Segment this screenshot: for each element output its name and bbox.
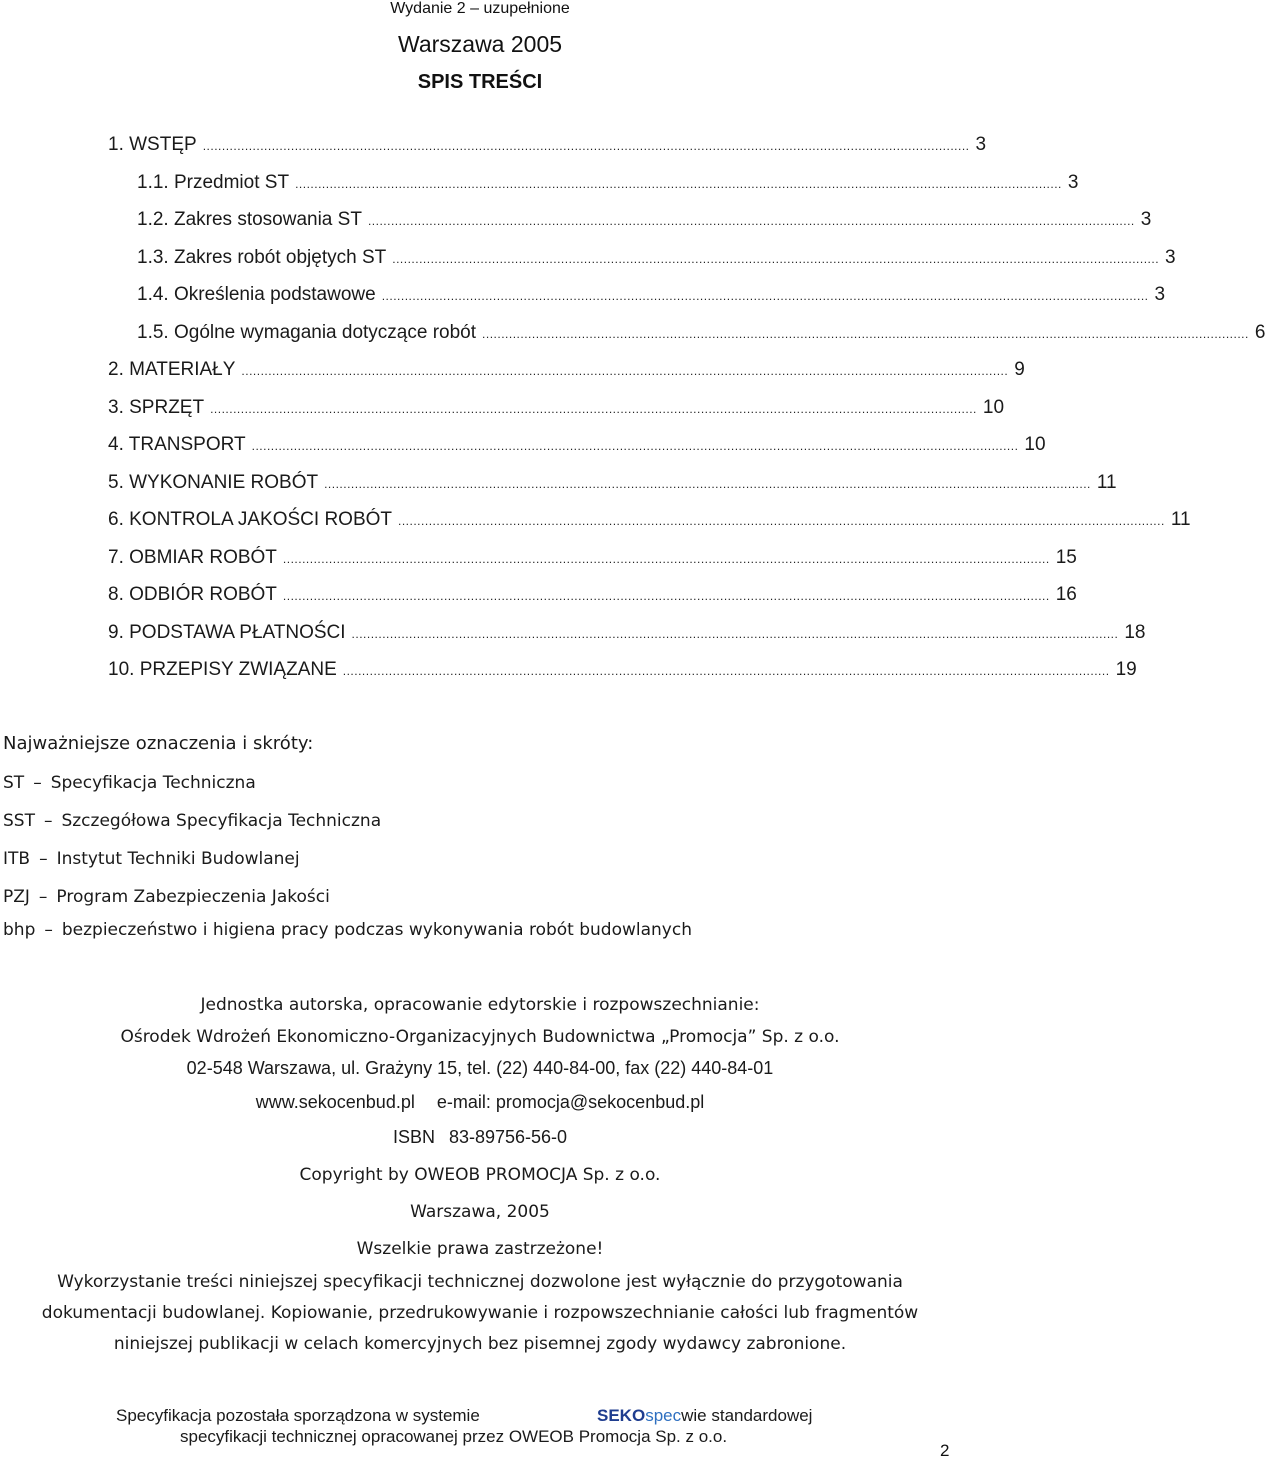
toc-entry-page: 11 — [1170, 509, 1191, 530]
toc-entry-page: 6 — [1254, 322, 1266, 343]
abbreviation-row — [3, 773, 256, 793]
isbn-label: ISBN — [392, 1127, 435, 1147]
toc-leader-dots: ........................................................................................................................................................................................................ — [381, 289, 1149, 303]
publisher-organization: Ośrodek Wdrożeń Ekonomiczno-Organizacyjnych Budownictwa „Promocja” Sp. z o.o. — [120, 1027, 840, 1047]
toc-entry-label: 1. WSTĘP — [108, 134, 197, 155]
toc-entry[interactable] — [137, 207, 1152, 233]
toc-leader-dots: ........................................................................................................................................................................................................ — [202, 139, 970, 153]
abbreviation-row — [3, 811, 381, 831]
toc-entry-page: 3 — [1067, 172, 1079, 193]
isbn-value: 83-89756-56-0 — [448, 1127, 568, 1147]
publisher-address: 02-548 Warszawa, ul. Grażyny 15, tel. (22) 440-84-00, fax (22) 440-84-01 — [186, 1058, 774, 1078]
toc-entry-page: 3 — [1165, 247, 1176, 268]
abbreviation-meaning: Program Zabezpieczenia Jakości — [56, 887, 330, 907]
toc-entry-label: 1.4. Określenia podstawowe — [137, 284, 376, 305]
toc-entry[interactable] — [108, 470, 1117, 496]
toc-entry-label: 4. TRANSPORT — [108, 434, 246, 455]
toc-entry[interactable] — [137, 282, 1166, 308]
toc-entry-page: 3 — [1140, 209, 1152, 230]
toc-entry-label: 2. MATERIAŁY — [108, 359, 236, 380]
toc-leader-dots: ........................................................................................................................................................................................................ — [241, 364, 1009, 378]
toc-entry[interactable] — [108, 132, 987, 158]
abbreviation-meaning: Szczegółowa Specyfikacja Techniczna — [61, 811, 382, 831]
abbreviation-term: PZJ — [3, 887, 30, 907]
abbreviation-term: ITB — [3, 849, 31, 869]
contact-line — [0, 1092, 960, 1113]
toc-entry[interactable] — [108, 657, 1137, 683]
toc-entry-page: 19 — [1115, 659, 1137, 680]
toc-entry[interactable] — [108, 432, 1046, 458]
toc-entry-page: 16 — [1055, 584, 1077, 605]
abbreviations-heading: Najważniejsze oznaczenia i skróty: — [3, 733, 314, 754]
toc-entry-label: 3. SPRZĘT — [108, 397, 205, 418]
abbreviation-dash: – — [43, 811, 53, 831]
toc-leader-dots: ........................................................................................................................................................................................................ — [367, 214, 1135, 228]
toc-entry[interactable] — [108, 395, 1005, 421]
place-date: Warszawa, 2005 — [410, 1202, 550, 1222]
toc-entry-page: 3 — [975, 134, 987, 155]
abbreviation-row — [3, 887, 330, 907]
toc-entry-label: 6. KONTROLA JAKOŚCI ROBÓT — [108, 509, 393, 530]
abbreviation-dash: – — [39, 849, 48, 869]
toc-entry[interactable] — [108, 545, 1077, 571]
toc-entry-page: 3 — [1154, 284, 1166, 305]
toc-leader-dots: ........................................................................................................................................................................................................ — [342, 664, 1110, 678]
abbreviation-meaning: Specyfikacja Techniczna — [50, 773, 256, 793]
footer-line-1 — [116, 1406, 480, 1426]
toc-leader-dots: ........................................................................................................................................................................................................ — [324, 477, 1091, 491]
toc-entry-label: 1.1. Przedmiot ST — [137, 172, 290, 193]
footer-line-2: specyfikacji technicznej opracowanej przez OWEOB Promocja Sp. z o.o. — [180, 1427, 728, 1446]
footer-prefix: Specyfikacja pozostała sporządzona w systemie — [116, 1406, 480, 1425]
usage-notice: Wykorzystanie treści niniejszej specyfikacji technicznej dozwolone jest wyłącznie do przygotowania dokumentacji budowlanej. Kopiowanie, przedrukowywanie i rozpowszechnianie całości lub fragmentów niniejszej publikacji w celach komercyjnych bez pisemnej zgody wydawcy zabronione. — [41, 1272, 919, 1354]
toc-leader-dots: ........................................................................................................................................................................................................ — [398, 514, 1165, 528]
toc-entry-page: 11 — [1096, 472, 1117, 493]
city-year: Warszawa 2005 — [397, 31, 563, 57]
toc-entry[interactable] — [108, 620, 1146, 646]
toc-leader-dots: ........................................................................................................................................................................................................ — [482, 327, 1249, 341]
abbreviation-dash: – — [44, 920, 53, 940]
toc-entry-label: 1.3. Zakres robót objętych ST — [137, 247, 387, 268]
toc-entry[interactable] — [137, 170, 1079, 196]
isbn-line — [0, 1127, 960, 1148]
email-link[interactable]: e-mail: promocja@sekocenbud.pl — [436, 1092, 705, 1112]
toc-leader-dots: ........................................................................................................................................................................................................ — [295, 177, 1062, 191]
toc-leader-dots: ........................................................................................................................................................................................................ — [351, 627, 1119, 641]
toc-leader-dots: ........................................................................................................................................................................................................ — [251, 439, 1019, 453]
brand-spec: spec — [645, 1406, 682, 1425]
toc-entry-page: 18 — [1124, 622, 1146, 643]
footer-suffix: wie standardowej — [681, 1406, 813, 1425]
abbreviation-meaning: Instytut Techniki Budowlanej — [56, 849, 300, 869]
page-number: 2 — [940, 1441, 950, 1460]
toc-entry-page: 10 — [1024, 434, 1046, 455]
toc-entry-label: 8. ODBIÓR ROBÓT — [108, 584, 277, 605]
edition-note: Wydanie 2 – uzupełnione — [390, 0, 570, 17]
toc-leader-dots: ........................................................................................................................................................................................................ — [282, 552, 1050, 566]
abbreviation-term: SST — [3, 811, 35, 831]
copyright-line: Copyright by OWEOB PROMOCJA Sp. z o.o. — [299, 1165, 661, 1185]
toc-entry-label: 1.2. Zakres stosowania ST — [137, 209, 362, 230]
toc-title: SPIS TREŚCI — [417, 71, 543, 93]
toc-leader-dots: ........................................................................................................................................................................................................ — [282, 589, 1050, 603]
toc-entry[interactable] — [108, 582, 1077, 608]
publisher-unit-line: Jednostka autorska, opracowanie edytorskie i rozpowszechnianie: — [200, 995, 760, 1015]
abbreviation-term: bhp — [3, 920, 36, 940]
toc-entry-page: 9 — [1014, 359, 1025, 380]
toc-entry-page: 10 — [982, 397, 1005, 418]
website-link[interactable]: www.sekocenbud.pl — [255, 1092, 415, 1112]
abbreviation-meaning: bezpieczeństwo i higiena pracy podczas wykonywania robót budowlanych — [61, 920, 692, 940]
toc-entry[interactable] — [108, 507, 1191, 533]
abbreviation-row — [3, 849, 300, 869]
toc-entry[interactable] — [137, 320, 1266, 346]
toc-entry-label: 7. OBMIAR ROBÓT — [108, 547, 277, 568]
toc-entry-label: 5. WYKONANIE ROBÓT — [108, 472, 319, 493]
toc-leader-dots: ........................................................................................................................................................................................................ — [392, 252, 1160, 266]
abbreviation-row — [3, 920, 692, 940]
toc-entry-page: 15 — [1055, 547, 1077, 568]
rights-reserved: Wszelkie prawa zastrzeżone! — [356, 1239, 604, 1259]
toc-entry-label: 1.5. Ogólne wymagania dotyczące robót — [137, 322, 477, 343]
toc-entry[interactable] — [137, 245, 1176, 271]
toc-entry[interactable] — [108, 357, 1025, 383]
brand-logo — [597, 1406, 812, 1426]
abbreviation-dash: – — [33, 773, 42, 793]
toc-entry-label: 10. PRZEPISY ZWIĄZANE — [108, 659, 337, 680]
abbreviation-term: ST — [3, 773, 25, 793]
toc-entry-label: 9. PODSTAWA PŁATNOŚCI — [108, 622, 346, 643]
brand-seko: SEKO — [597, 1406, 646, 1425]
toc-leader-dots: ........................................................................................................................................................................................................ — [210, 402, 977, 416]
abbreviation-dash: – — [38, 887, 48, 907]
